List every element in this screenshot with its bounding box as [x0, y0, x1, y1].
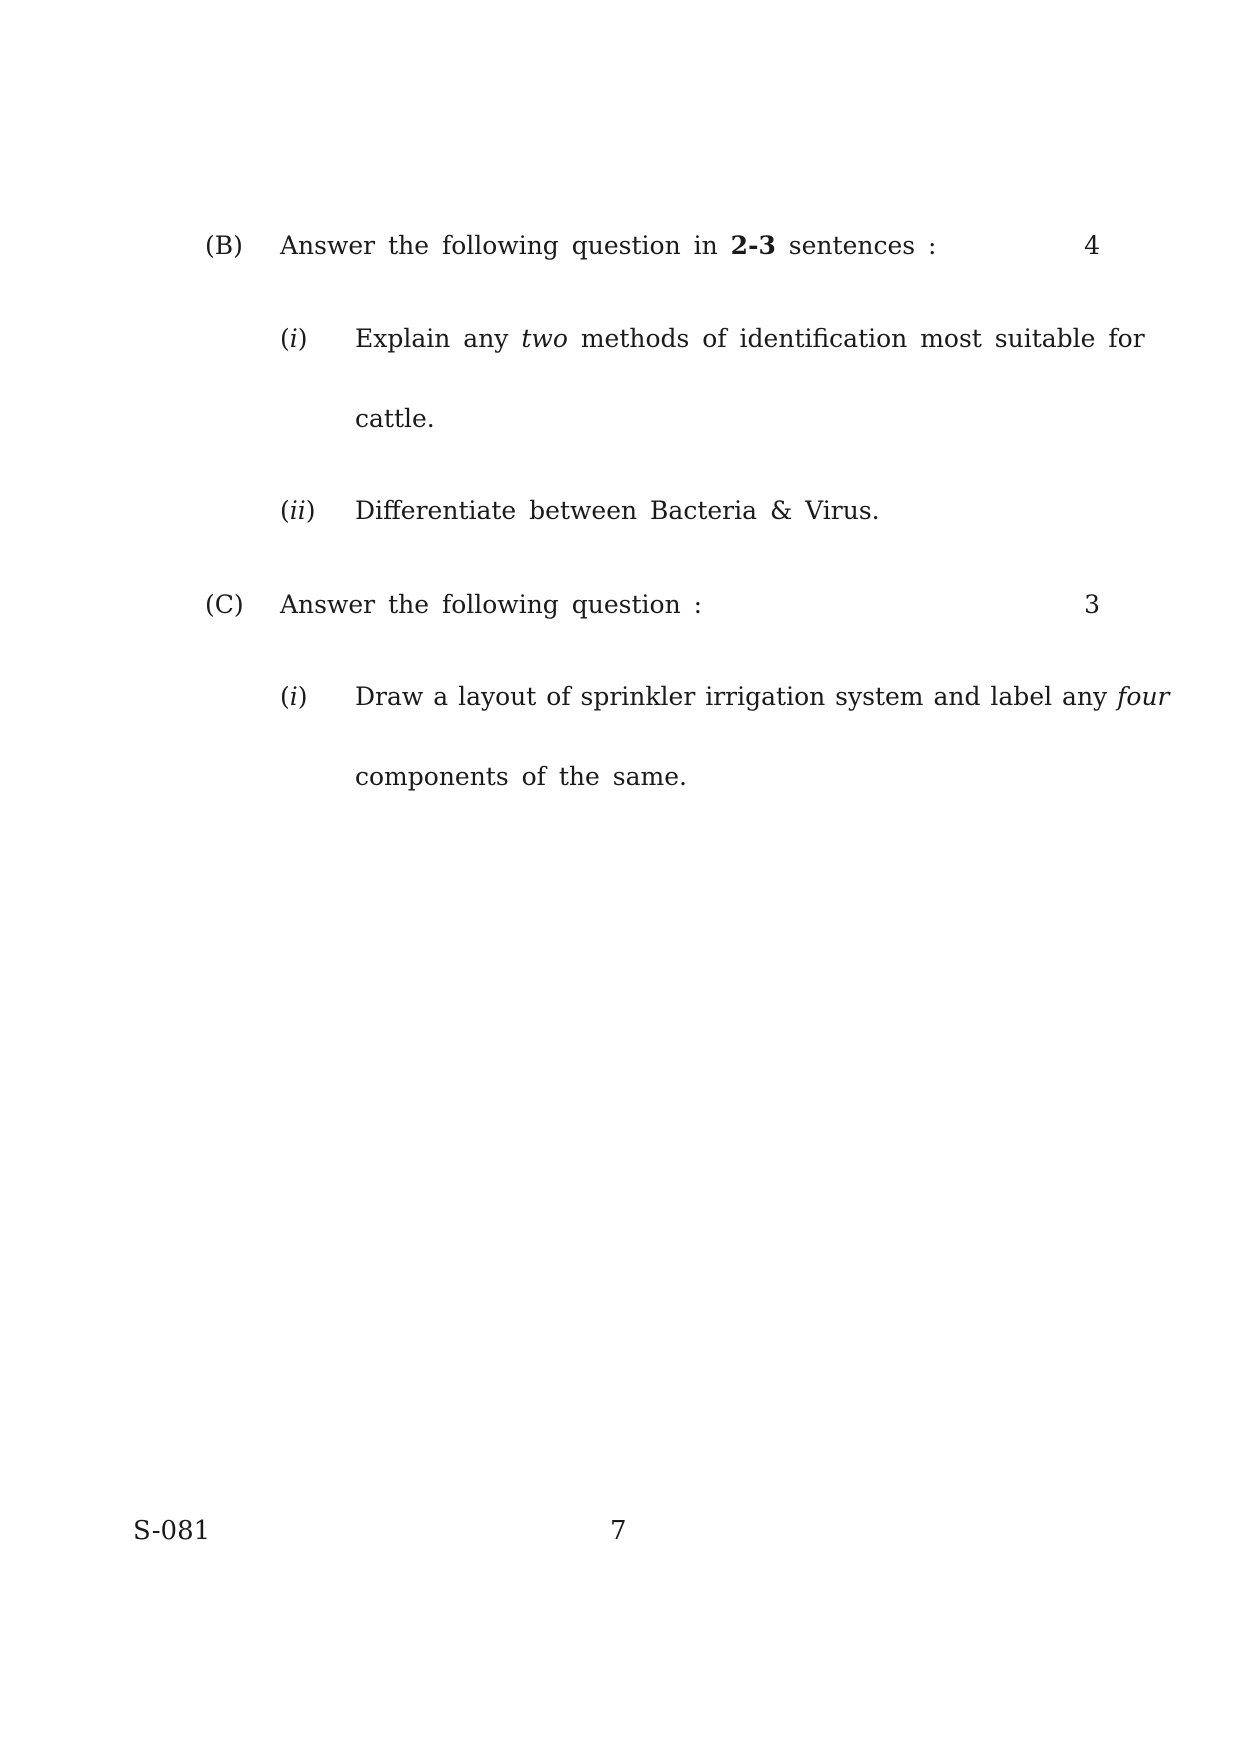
footer-code: S-081: [133, 1516, 211, 1546]
question-b-i-line1: [355, 324, 1145, 354]
question-c-i-numeral: i: [289, 682, 298, 711]
question-b-i-line1-post: methods of identification most suitable for: [567, 324, 1145, 353]
question-b-i-line1-pre: Explain any: [355, 324, 522, 353]
section-c-label: (C): [205, 590, 244, 619]
question-b-i-line1-italic: two: [521, 324, 568, 353]
question-c-i-line2: components of the same.: [355, 762, 687, 791]
question-c-i-line1: [355, 682, 1170, 712]
question-b-i-number: (i): [280, 324, 308, 353]
section-c-instruction: Answer the following question :: [280, 590, 703, 619]
section-b-instruction-pre: Answer the following question in: [280, 231, 731, 260]
question-b-ii-number: (ii): [280, 496, 316, 525]
section-b-instruction-post: sentences :: [775, 231, 937, 260]
question-c-i-line1-pre: Draw a layout of sprinkler irrigation system and label any: [355, 682, 1118, 711]
question-b-ii-line1: Differentiate between Bacteria & Virus.: [355, 496, 880, 525]
question-c-i-line1-italic: four: [1117, 682, 1170, 711]
section-c-marks: 3: [1084, 590, 1100, 619]
section-b-label: (B): [205, 231, 243, 260]
page-number: 7: [610, 1516, 627, 1546]
question-b-i-numeral: i: [289, 324, 298, 353]
section-b-instruction: [280, 231, 936, 261]
question-c-i-number: (i): [280, 682, 308, 711]
section-b-marks: 4: [1084, 231, 1100, 260]
question-b-i-line2: cattle.: [355, 404, 435, 433]
section-b-instruction-bold: 2-3: [730, 231, 776, 260]
question-b-ii-numeral: ii: [289, 496, 306, 525]
